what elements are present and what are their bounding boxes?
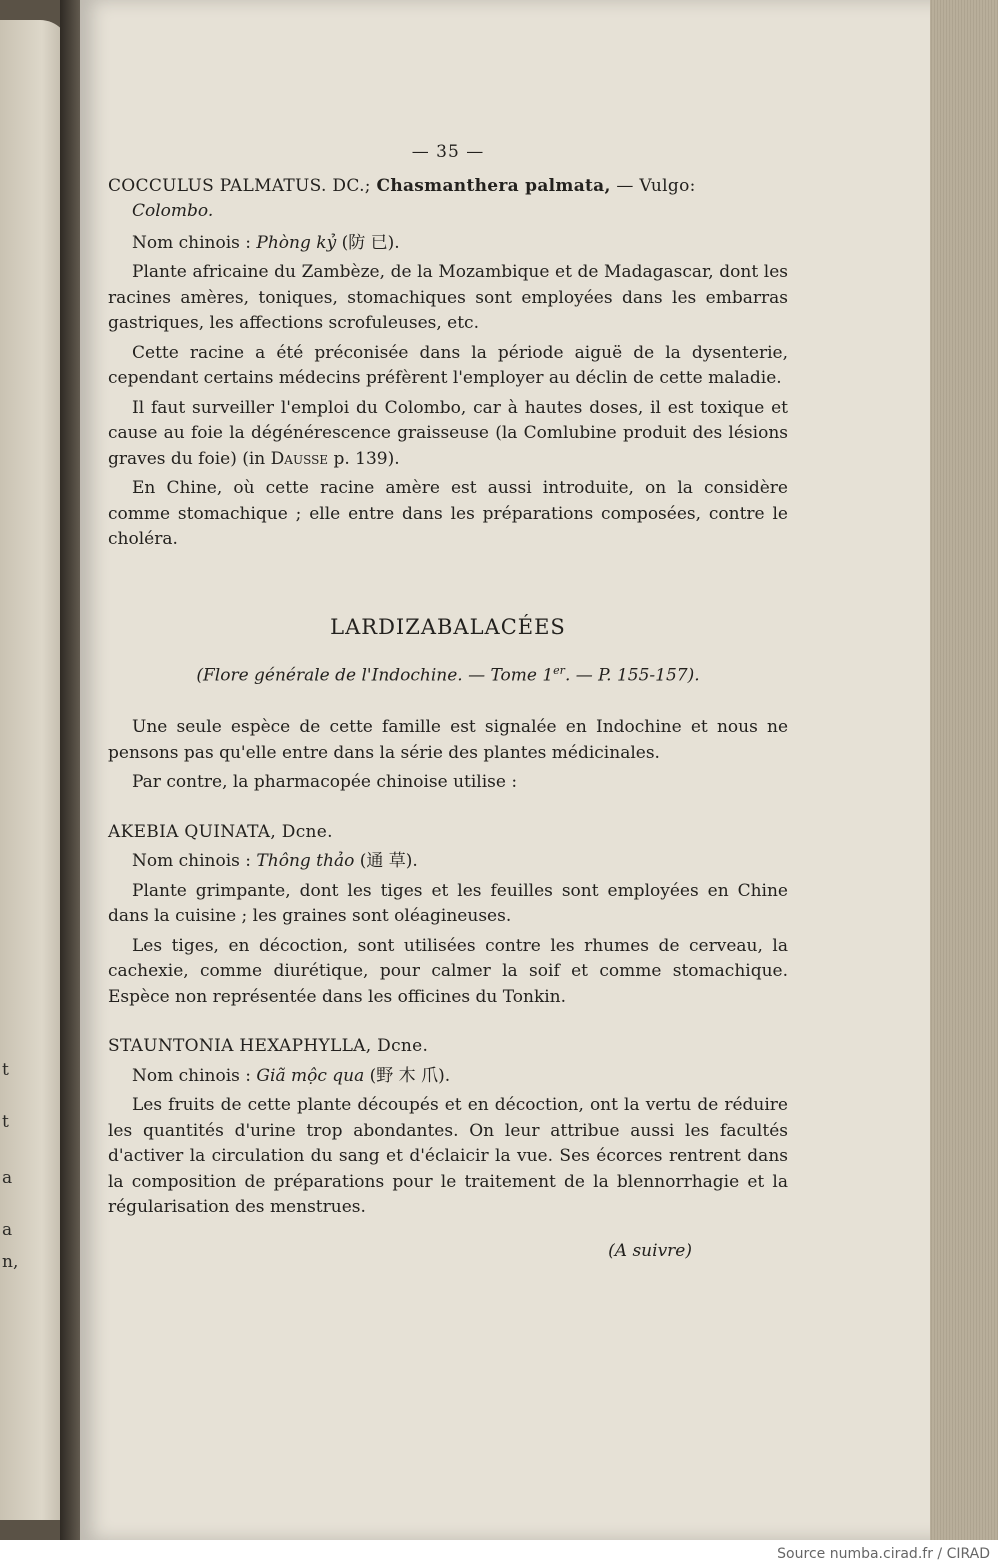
page-edge [930, 0, 998, 1540]
chinese-name-label: Nom chinois : [132, 1065, 257, 1086]
chinese-name-label: Nom chinois : [132, 851, 257, 872]
entry-cocculus [108, 174, 788, 553]
entry-heading: AKEBIA QUINATA, Dcne. [108, 821, 333, 842]
chinese-characters: (野 木 爪). [364, 1065, 451, 1086]
chinese-name: Phòng kỷ [256, 232, 337, 253]
subtitle-text: . — P. 155-157). [564, 665, 700, 686]
entry-akebia [108, 820, 788, 1011]
left-fragment: t [2, 1112, 9, 1132]
left-fragment: a [2, 1168, 13, 1188]
paragraph [108, 396, 788, 473]
chinese-name-line [108, 231, 788, 257]
author-name: Dausse [270, 448, 329, 469]
paragraph: Les fruits de cette plante découpés et en décoction, ont la vertu de réduire les quantités d'urine trop abondantes. On leur attribue aussi les facultés d'activer la circulation du sang et d'éclaicir la vue. Ses écorces rentrent dans la composition de préparations pour le traitement de la blennorrhagie et la régularisation des menstrues. [108, 1095, 788, 1218]
chinese-characters: (通 草). [354, 851, 418, 872]
vulgar-name: Colombo. [132, 201, 214, 221]
entry-heading [108, 174, 788, 200]
subtitle-superscript: er [553, 664, 565, 677]
chinese-name: Thông thảo [256, 851, 355, 872]
chinese-name-line [108, 849, 788, 875]
paragraph: Plante grimpante, dont les tiges et les feuilles sont employées en Chine dans la cuisine ; les graines sont oléagineuses. [108, 880, 788, 927]
chinese-name: Giã mộc qua [256, 1065, 365, 1086]
paragraph: Plante africaine du Zambèze, de la Mozambique et de Madagascar, dont les racines amères, toniques, stomachiques sont employées dans les embarras gastriques, les affections scrofuleuses, etc. [108, 262, 788, 333]
section-subtitle [108, 658, 788, 689]
source-credit: Source numba.cirad.fr / CIRAD [777, 1546, 990, 1562]
continue-note: (A suivre) [608, 1240, 692, 1261]
paragraph: Par contre, la pharmacopée chinoise utilise : [132, 772, 518, 793]
subtitle-text: (Flore générale de l'Indochine. — Tome 1 [196, 665, 554, 686]
chinese-characters: (防 已). [336, 232, 400, 253]
paragraph: Les tiges, en décoction, sont utilisées contre les rhumes de cerveau, la cachexie, comme diurétique, pour calmer la soif et comme stomachique. Espèce non représentée dans les officines du Tonkin. [108, 935, 788, 1007]
left-fragment: n, [2, 1252, 19, 1272]
paragraph: En Chine, où cette racine amère est aussi introduite, on la considère comme stomachique ; elle entre dans les préparations composées, contre le choléra. [108, 478, 788, 549]
chinese-name-line [108, 1064, 788, 1090]
chinese-name-label: Nom chinois : [132, 232, 257, 253]
left-fragment: t [2, 1060, 9, 1080]
page-number: — 35 — [411, 142, 485, 162]
paragraph: Une seule espèce de cette famille est signalée en Indochine et nous ne pensons pas qu'elle entre dans la série des plantes médicinales. [108, 717, 788, 763]
entry-stauntonia [108, 1034, 788, 1221]
synonym-name: Chasmanthera palmata, [376, 175, 611, 196]
paragraph-text: Il faut surveiller l'emploi du Colombo, car à hautes doses, il est toxique et cause au foie la dégénérescence graisseuse (la Comlubine produit des lésions graves du foie) (in [108, 397, 788, 469]
entry-heading: STAUNTONIA HEXAPHYLLA, Dcne. [108, 1036, 429, 1057]
page-content [108, 140, 788, 1264]
section-title: LARDIZABALACÉES [330, 614, 566, 639]
paragraph: Cette racine a été préconisée dans la période aiguë de la dysenterie, cependant certains médecins préfèrent l'employer au déclin de cette maladie. [108, 342, 788, 388]
vulgo-label: — Vulgo: [610, 175, 696, 196]
species-name: COCCULUS PALMATUS. DC.; [108, 175, 377, 196]
left-fragment: a [2, 1220, 13, 1240]
paragraph-text: p. 139). [328, 448, 400, 469]
